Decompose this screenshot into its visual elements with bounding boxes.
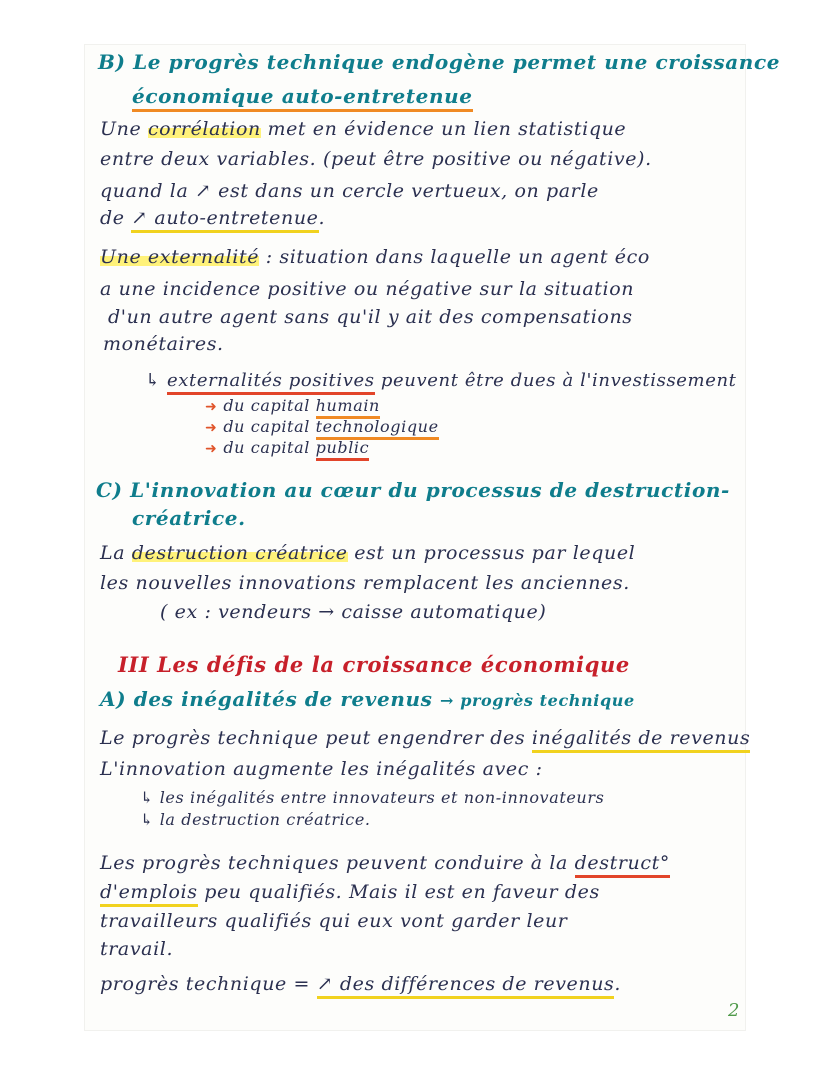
inegalites-line2: L'innovation augmente les inégalités avec : [100,758,543,780]
section-c-heading-line1: C) L'innovation au cœur du processus de destruction- [96,478,730,502]
cercle-line2 [100,207,325,229]
section-c-heading-line2: créatrice. [132,506,246,530]
text-fragment: du capital [223,438,316,457]
term-destruction-creatrice: destruction créatrice [131,542,348,564]
progres-line1 [100,852,670,874]
term-differences-de-revenus: ↗ des différences de revenus [317,973,615,999]
term-externalite: Une externalité [100,246,260,268]
capital-item [205,396,380,415]
text-fragment: : situation dans laquelle un agent éco [259,246,650,268]
term-technologique: technologique [316,417,439,440]
text-fragment: de [100,207,132,229]
text-fragment: met en évidence un lien statistique [260,118,627,140]
term-destruction: destruct° [575,852,670,878]
progres-summary [100,973,621,995]
bullet-arrow-icon: ➜ [205,399,218,415]
inegalites-line1 [100,727,750,749]
externalite-line2: a une incidence positive ou négative sur la situation [100,278,635,300]
text-fragment: . [614,973,622,995]
correlation-line2: entre deux variables. (peut être positive ou négative). [100,148,652,170]
term-emplois: d'emplois [100,881,198,907]
term-externalites-positives: externalités positives [167,370,375,395]
section-b-heading-line2 [132,84,473,108]
text-fragment: La [100,542,132,564]
bullet-arrow-icon: ➜ [205,420,218,436]
page-number: 2 [728,1000,740,1021]
text-fragment: Une [100,118,148,140]
text-fragment: Le progrès technique peut engendrer des [100,727,532,749]
destruction-example: ( ex : vendeurs → caisse automatique) [160,601,547,623]
text-fragment: Les progrès techniques peuvent conduire à la [100,852,575,874]
progres-line3: travailleurs qualifiés qui eux vont garder leur [100,910,568,932]
ext-positives-line [145,370,737,391]
text-fragment: est un processus par lequel [347,542,636,564]
section-b-heading-underlined: économique auto-entretenue [132,84,473,112]
text-fragment: peuvent être dues à l'investissement [374,370,737,391]
term-humain: humain [316,396,380,419]
term-auto-entretenue: ↗ auto-entretenue [131,207,318,233]
text-fragment: du capital [223,417,316,436]
capital-item [205,438,369,457]
text-fragment: → progrès technique [440,691,635,710]
text-fragment: du capital [223,396,316,415]
term-correlation: corrélation [147,118,261,140]
text-fragment: . [318,207,326,229]
progres-line2 [100,881,600,903]
progres-line4: travail. [100,938,174,960]
externalite-line4: monétaires. [103,333,224,355]
inegalites-line4: ↳ la destruction créatrice. [140,810,371,829]
section-a-heading [100,687,635,711]
cercle-line1: quand la ↗ est dans un cercle vertueux, on parle [100,180,599,202]
destruction-line2: les nouvelles innovations remplacent les anciennes. [100,572,630,594]
term-public: public [316,438,370,461]
capital-item [205,417,439,436]
inegalites-line3: ↳ les inégalités entre innovateurs et non-innovateurs [140,788,605,807]
correlation-line1 [100,118,626,140]
text-fragment: A) des inégalités de revenus [100,687,441,711]
term-inegalites-de-revenus: inégalités de revenus [532,727,750,753]
text-fragment: peu qualifiés. Mais il est en faveur des [197,881,600,903]
text-fragment: progrès technique = [100,973,317,995]
externalite-line1 [100,246,650,268]
part-iii-heading: III Les défis de la croissance économique [118,652,630,677]
destruction-line1 [100,542,635,564]
bullet-arrow-icon: ➜ [205,441,218,457]
hook-arrow-icon: ↳ [145,370,161,391]
section-b-heading-line1: B) Le progrès technique endogène permet une croissance [98,50,781,74]
externalite-line3: d'un autre agent sans qu'il y ait des compensations [108,306,633,328]
